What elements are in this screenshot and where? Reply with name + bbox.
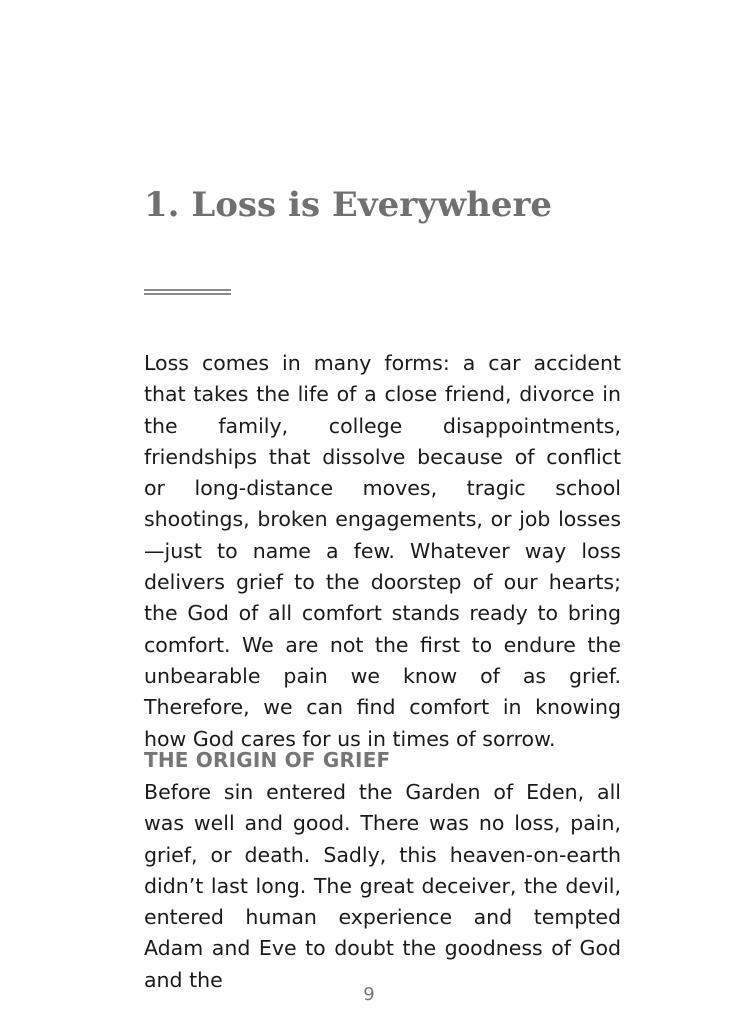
chapter-title: 1. Loss is Everywhere bbox=[144, 185, 553, 225]
section-paragraph: Before sin entered the Garden of Eden, all was well and good. There was no loss, pain, grief, or death. Sadly, this heaven-on-earth didn’t last long. The great deceiver, the devil, entered human experience and tempted Adam and Eve to doubt the goodness of God and the bbox=[144, 780, 621, 992]
intro-paragraph: Loss comes in many forms: a car accident that takes the life of a close friend, divorce in the family, college disappointments, friendships that dissolve because of conflict or long-distance moves, tragic school shootings, broken engagements, or job losses—just to name a few. Whatever way loss delivers grief to the doorstep of our hearts; the God of all comfort stands ready to bring comfort. We are not the first to endure the unbearable pain we know of as grief. Therefore, we can find comfort in knowing how God cares for us in times of sorrow. bbox=[144, 351, 621, 751]
page-number: 9 bbox=[363, 984, 375, 1005]
section-heading: THE ORIGIN OF GRIEF bbox=[144, 748, 391, 772]
title-divider bbox=[144, 289, 231, 295]
